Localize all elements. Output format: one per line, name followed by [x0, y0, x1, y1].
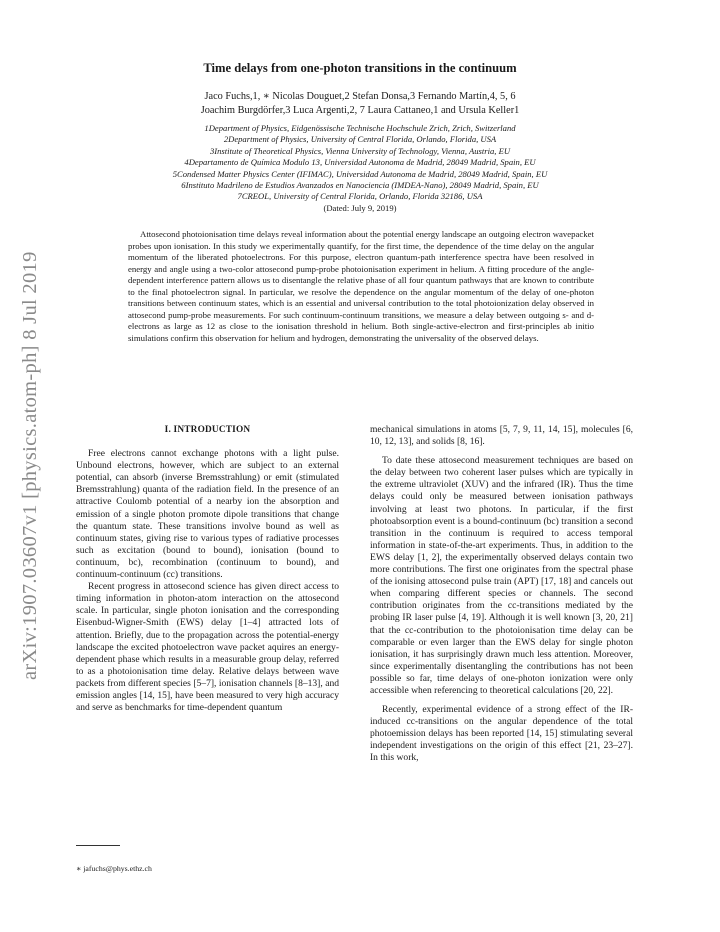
- footnote-rule: [76, 845, 120, 846]
- section-heading: I. INTRODUCTION: [164, 425, 251, 435]
- dated-line: (Dated: July 9, 2019): [323, 202, 397, 213]
- affiliation-7: 7CREOL, University of Central Florida, Orlando, Florida 32186, USA: [237, 191, 483, 202]
- paragraph: To date these attosecond measurement techniques are based on the delay between two coherent laser pulses which are typically in the extreme ultraviolet (XUV) and the infrared (IR). Thus the time delays could only be measured between ionisation pathways involving at least two photons. In particular, if the first photoabsorption event is a bound-continuum (bc) transition a second transition in the continuum is required to access temporal information in state-of-the-art experiments. Thus, in addition to the EWS delay [1, 2], the experimentally observed delays contain two more contributions. The first one originates from the spectral phase of the ionising attosecond pulse train (APT) [17, 18] and cancels out when comparing different species or channels. The second contribution originates from the cc-transitions mediated by the probing IR laser pulse [4, 19]. Although it is well known [3, 20, 21] that the cc-contribution to the photoionisation time delay can be comparable or even larger than the EWS delay for single photon ionisation, it has surprisingly drawn much less attention. Moreover, since experimentally disentangling the contributions has not been possible so far, time delays of one-photon ionization were only accessible when referencing to theoretical calculations [20, 22].: [370, 455, 633, 696]
- affiliation-3: 3Institute of Theoretical Physics, Vienna University of Technology, Vienna, Austria, EU: [209, 145, 511, 156]
- affiliation-4: 4Departamento de Química Modulo 13, Universidad Autonoma de Madrid, 28049 Madrid, Spain, EU: [184, 157, 536, 168]
- author-list: [100, 90, 620, 118]
- affiliation-5: 5Condensed Matter Physics Center (IFIMAC), Universidad Autonoma de Madrid, 28049 Madrid, Spain, EU: [172, 168, 548, 179]
- affiliation-6: 6Instituto Madrileno de Estudios Avanzados en Nanociencia (IMDEA-Nano), 28049 Madrid, Spain, EU: [181, 180, 539, 191]
- arxiv-identifier: arXiv:1907.03607v1 [physics.atom-ph] 8 Jul 2019: [19, 251, 41, 680]
- affiliation-1: 1Department of Physics, Eidgenössische Technische Hochschule Zrich, Zrich, Switzerland: [204, 123, 516, 133]
- abstract: Attosecond photoionisation time delays reveal information about the potential energy landscape an outgoing electron wavepacket probes upon ionisation. In this study we experimentally quantify, for the first time, the dependence of the time delay on the angular momentum of the liberated photoelectrons. For this purpose, electron quantum-path interference spectra have been resolved in energy and angle using a two-color attosecond pump-probe photoionisation experiment in helium. A fitting procedure of the angle-dependent interference pattern allows us to disentangle the relative phase of all four quantum pathways that are known to contribute to the final photoelectron signal. In particular, we resolve the dependence on the angular momentum of the delay of one-photon transitions between continuum states, which is an essential and universal contribution to the total photoionization delay observed in attosecond pump-probe measurements. For such continuum-continuum transitions, we measure a delay between outgoing s- and d-electrons as large as 12 as close to the ionisation threshold in helium. Both single-active-electron and first-principles ab initio simulations confirm this observation for helium and hydrogen, demonstrating the universality of the observed delays.: [128, 229, 594, 343]
- paper-title: Time delays from one-photon transitions in the continuum: [203, 61, 517, 75]
- right-column: [370, 424, 633, 765]
- footnote-email: ∗ jafuchs@phys.ethz.ch: [76, 864, 152, 873]
- affiliations: [70, 123, 650, 214]
- authors-line-1: Jaco Fuchs,1, ∗ Nicolas Douguet,2 Stefan Donsa,3 Fernando Martín,4, 5, 6: [204, 91, 516, 102]
- left-column: [76, 424, 339, 714]
- affiliation-2: 2Department of Physics, University of Central Florida, Orlando, Florida, USA: [223, 134, 497, 145]
- paragraph: mechanical simulations in atoms [5, 7, 9, 11, 14, 15], molecules [6, 10, 12, 13], and solids [8, 16].: [370, 424, 633, 448]
- paragraph: Recently, experimental evidence of a strong effect of the IR-induced cc-transitions on the angular dependence of the total photoemission delays has been reported [14, 15] stimulating several independent investigations on the origin of this effect [21, 23–27]. In this work,: [370, 704, 633, 764]
- paragraph: Recent progress in attosecond science has given direct access to timing information in photon-atom interaction on the attosecond scale. In particular, single photon ionisation and the corresponding Eisenbud-Wigner-Smith (EWS) delay [1–4] attracted lots of attention. Briefly, due to the propagation across the potential-energy landscape the excited photoelectron wave packet aquires an energy-dependent phase which results in a measurable group delay, referred to as a photoionisation time delay. Relative delays between wave packets from different species [5–7], ionisation channels [8–13], and emission angles [14, 15], have been measured to very high accuracy and serve as benchmarks for time-dependent quantum: [76, 581, 339, 714]
- paragraph: Free electrons cannot exchange photons with a light pulse. Unbound electrons, however, which are subject to an external potential, can absorb (inverse Bremsstrahlung) or emit (stimulated Bremsstrahlung) quanta of the radiation field. In the presence of an attractive Coulomb potential of a nearby ion the absorption and emission of a single photon promote dipole transitions that change the quantum state. These transitions involve bound as well as continuum states, giving rise to various types of radiative processes such as excitation (bound to bound), ionisation (bound to continuum, bc), recombination (continuum to bound), and continuum-continuum (cc) transitions.: [76, 448, 339, 581]
- authors-line-2: Joachim Burgdörfer,3 Luca Argenti,2, 7 Laura Cattaneo,1 and Ursula Keller1: [200, 105, 520, 116]
